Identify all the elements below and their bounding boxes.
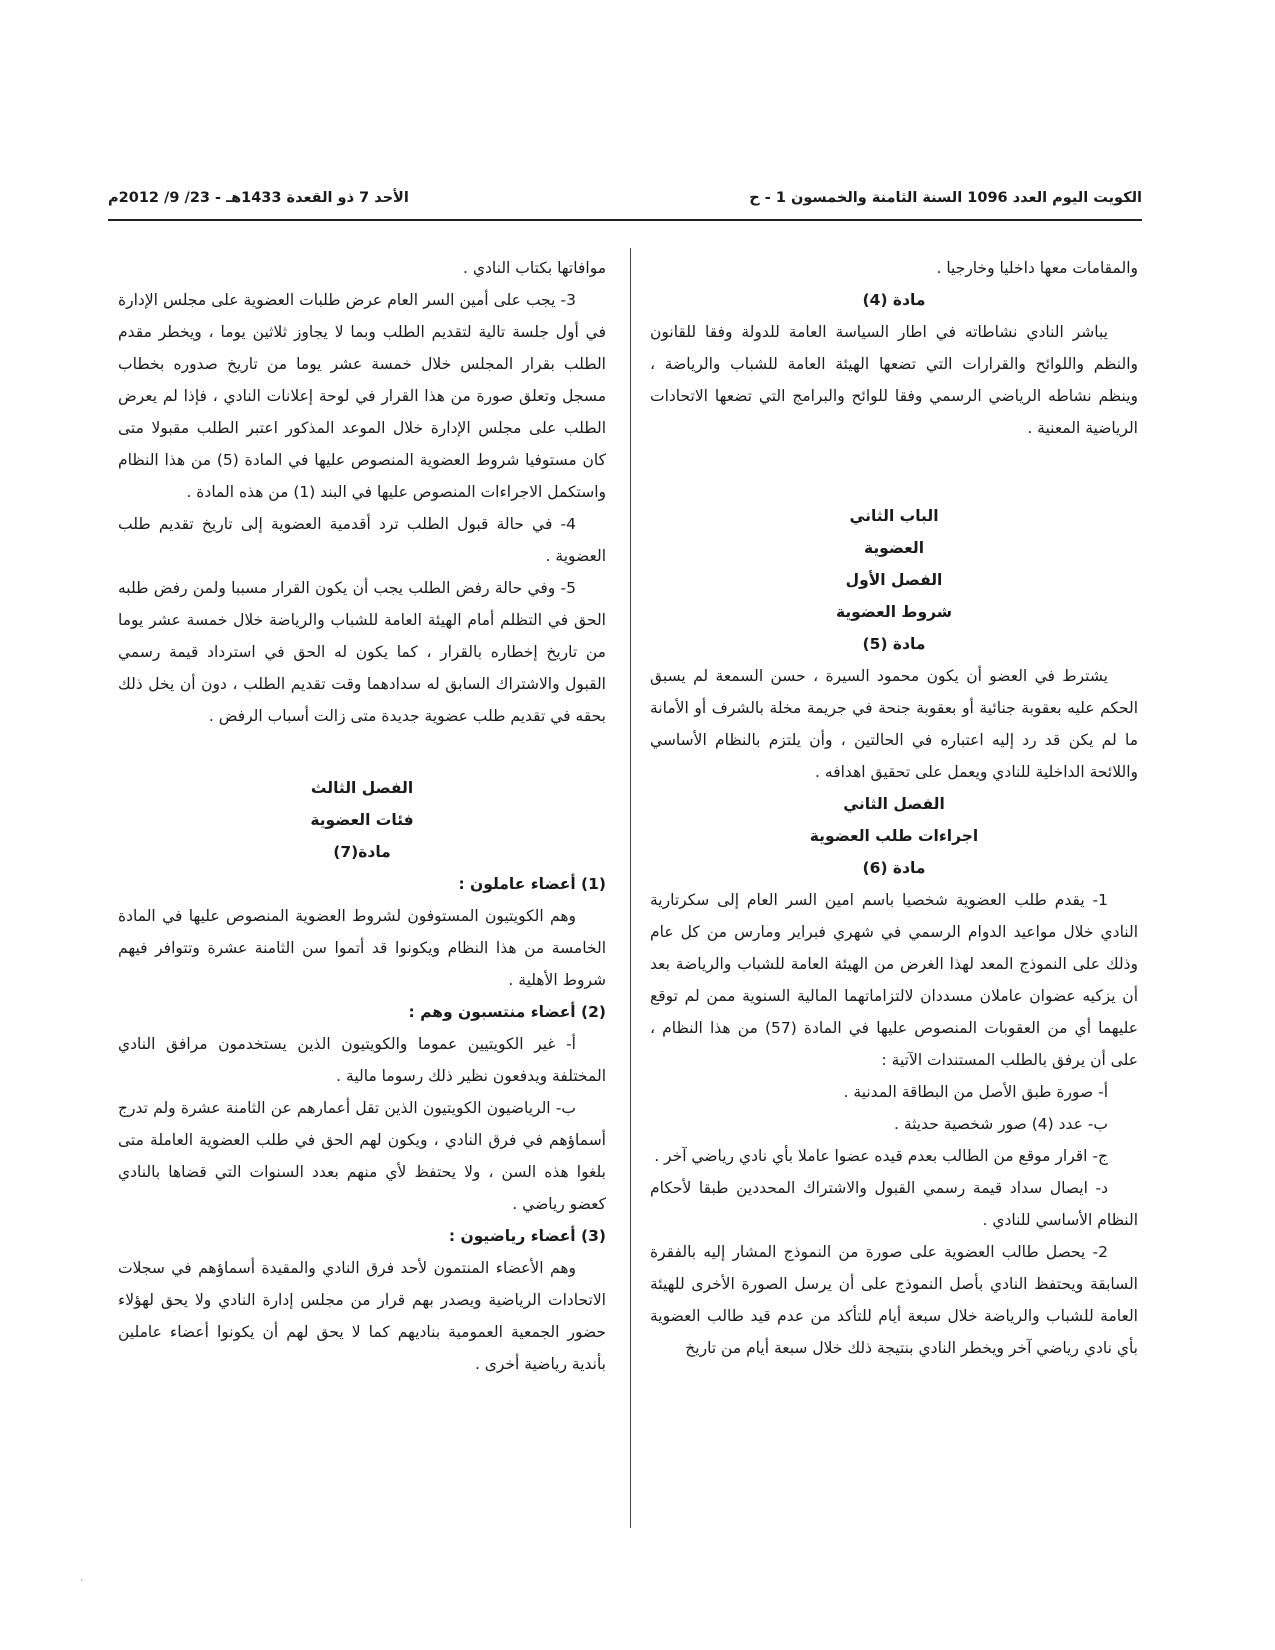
category-2-item-b: ب- الرياضيون الكويتيون الذين تقل أعمارهم عن الثامنة عشرة ولم تدرج أسماؤهم في فرق النادي ، ويكون لهم الحق في طلب العضوية العاملة متى بلغوا هذه السن ، ولا يحتفظ لأي منهم بعدد السنوات التي قضاها بالنادي كعضو رياضي . <box>118 1099 606 1213</box>
scan-speck: . <box>80 1573 84 1584</box>
category-1-title: (1) أعضاء عاملون : <box>458 875 606 893</box>
column-divider <box>630 248 631 1528</box>
category-1-body: وهم الكويتيون المستوفون لشروط العضوية المنصوص عليها في المادة الخامسة من هذا النظام ويكونوا قد أتموا سن الثامنة عشرة وتتوافر فيهم شروط الأهلية . <box>118 907 606 989</box>
article-7-title: مادة(7) <box>333 843 391 861</box>
category-2-item-a: أ- غير الكويتيين عموما والكويتيون الذين يستخدمون مرافق النادي المختلفة ويدفعون نظير ذلك رسوما مالية . <box>118 1035 606 1085</box>
section-1-subtitle: شروط العضوية <box>835 603 953 621</box>
category-3-title: (3) أعضاء رياضيون : <box>448 1227 606 1245</box>
article-4-title: مادة (4) <box>862 291 926 309</box>
article-6-item-b: ب- عدد (4) صور شخصية حديثة . <box>893 1115 1108 1133</box>
article-6-item-a: أ- صورة طبق الأصل من البطاقة المدنية . <box>843 1083 1108 1101</box>
right-column <box>650 252 1138 1364</box>
article-6-paragraph-5: 5- وفي حالة رفض الطلب يجب أن يكون القرار مسببا ولمن رفض طلبه الحق في التظلم أمام الهيئة العامة للشباب والرياضة خلال خمسة عشر يوما من تاريخ إخطاره بالقرار ، كما يكون له الحق في استرداد قيمة رسمي القبول والاشتراك السابق له سدادهما وقت تقديم الطلب ، دون أن يخل ذلك بحقه في تقديم طلب عضوية جديدة متى زالت أسباب الرفض . <box>118 579 606 725</box>
spacer <box>650 444 1138 500</box>
article-6-paragraph-1: 1- يقدم طلب العضوية شخصيا باسم امين السر العام إلى سكرتارية النادي خلال مواعيد الدوام الرسمي في شهري فبراير ومارس من كل عام وذلك على النموذج المعد لهذا الغرض من الهيئة العامة للشباب والرياضة بعد أن يزكيه عضوان عاملان مسددان لالتزاماتهما المالية السنوية ممن لم توقع عليهما أي من العقوبات المنصوص عليها في المادة (57) من هذا النظام ، على أن يرفق بالطلب المستندات الآتية : <box>650 891 1139 1069</box>
article-6-title: مادة (6) <box>862 859 926 877</box>
page-header <box>108 190 1142 212</box>
article-6-item-c: ج- اقرار موقع من الطالب بعدم قيده عضوا عاملا بأي نادي رياضي آخر . <box>654 1147 1108 1165</box>
article-6-item-d: د- ايصال سداد قيمة رسمي القبول والاشتراك المحددين طبقا لأحكام النظام الأساسي للنادي . <box>650 1179 1138 1229</box>
spacer <box>118 732 606 772</box>
section-3-subtitle: فئات العضوية <box>310 811 414 829</box>
article-6-paragraph-3: 3- يجب على أمين السر العام عرض طلبات العضوية على مجلس الإدارة في أول جلسة تالية لتقديم الطلب وبما لا يجاوز ثلاثين يوما ، ويخطر مقدم الطلب بقرار المجلس خلال خمسة عشر يوما من تاريخ صدوره بخطاب مسجل وتعلق صورة من هذا القرار في لوحة إعلانات النادي ، فإذا لم يعرض الطلب على مجلس الإدارة خلال الموعد المذكور اعتبر الطلب مقبولا متى كان مستوفيا شروط العضوية المنصوص عليها في المادة (5) من هذا النظام واستكمل الاجراءات المنصوص عليها في البند (1) من هذه المادة . <box>118 291 606 501</box>
header-rule <box>108 219 1142 221</box>
section-1-title: الفصل الأول <box>845 571 943 589</box>
left-continuation-line: موافاتها بكتاب النادي . <box>463 259 606 277</box>
chapter-2-title: الباب الثاني <box>849 507 939 525</box>
left-column <box>118 252 606 1380</box>
section-2-subtitle: اجراءات طلب العضوية <box>809 827 979 845</box>
article-4-body: يباشر النادي نشاطاته في اطار السياسة العامة للدولة وفقا للقانون والنظم واللوائح والقرارات التي تضعها الهيئة العامة للشباب والرياضة ، وينظم نشاطه الرياضي الرسمي وفقا للوائح والبرامج التي تضعها الاتحادات الرياضية المعنية . <box>650 323 1138 437</box>
article-5-title: مادة (5) <box>862 635 926 653</box>
article-6-paragraph-2: 2- يحصل طالب العضوية على صورة من النموذج المشار إليه بالفقرة السابقة ويحتفظ النادي بأصل النموذج على أن يرسل الصورة الأخرى للهيئة العامة للشباب والرياضة خلال سبعة أيام للتأكد من عدم قيد طالب العضوية بأي نادي رياضي آخر ويخطر النادي بنتيجة ذلك خلال سبعة أيام من تاريخ <box>650 1243 1138 1357</box>
header-date: الأحد 7 ذو القعدة 1433هـ - 23/ 9/ 2012م <box>108 190 409 206</box>
chapter-2-subtitle: العضوية <box>863 539 925 557</box>
category-2-title: (2) أعضاء منتسبون وهم : <box>408 1003 606 1021</box>
article-5-body: يشترط في العضو أن يكون محمود السيرة ، حسن السمعة لم يسبق الحكم عليه بعقوبة جنائية أو بعقوبة جنحة في جريمة مخلة بالشرف أو الأمانة ما لم يكن قد رد إليه اعتباره في الحالتين ، وأن يلتزم بالنظام الأساسي واللائحة الداخلية للنادي ويعمل على تحقيق اهدافه . <box>650 667 1138 781</box>
category-3-body: وهم الأعضاء المنتمون لأحد فرق النادي والمقيدة أسماؤهم في سجلات الاتحادات الرياضية ويصدر بهم قرار من مجلس إدارة النادي ولا يحق لهؤلاء حضور الجمعية العمومية بناديهم كما لا يحق لهم أن يكونوا أعضاء عاملين بأندية رياضية أخرى . <box>118 1259 606 1373</box>
right-continuation-line: والمقامات معها داخليا وخارجيا . <box>936 259 1138 277</box>
header-publication-info: الكويت اليوم العدد 1096 السنة الثامنة والخمسون 1 - ح <box>749 190 1142 206</box>
article-6-paragraph-4: 4- في حالة قبول الطلب ترد أقدمية العضوية إلى تاريخ تقديم طلب العضوية . <box>118 515 606 565</box>
section-3-title: الفصل الثالث <box>310 779 414 797</box>
section-2-title: الفصل الثاني <box>843 795 945 813</box>
